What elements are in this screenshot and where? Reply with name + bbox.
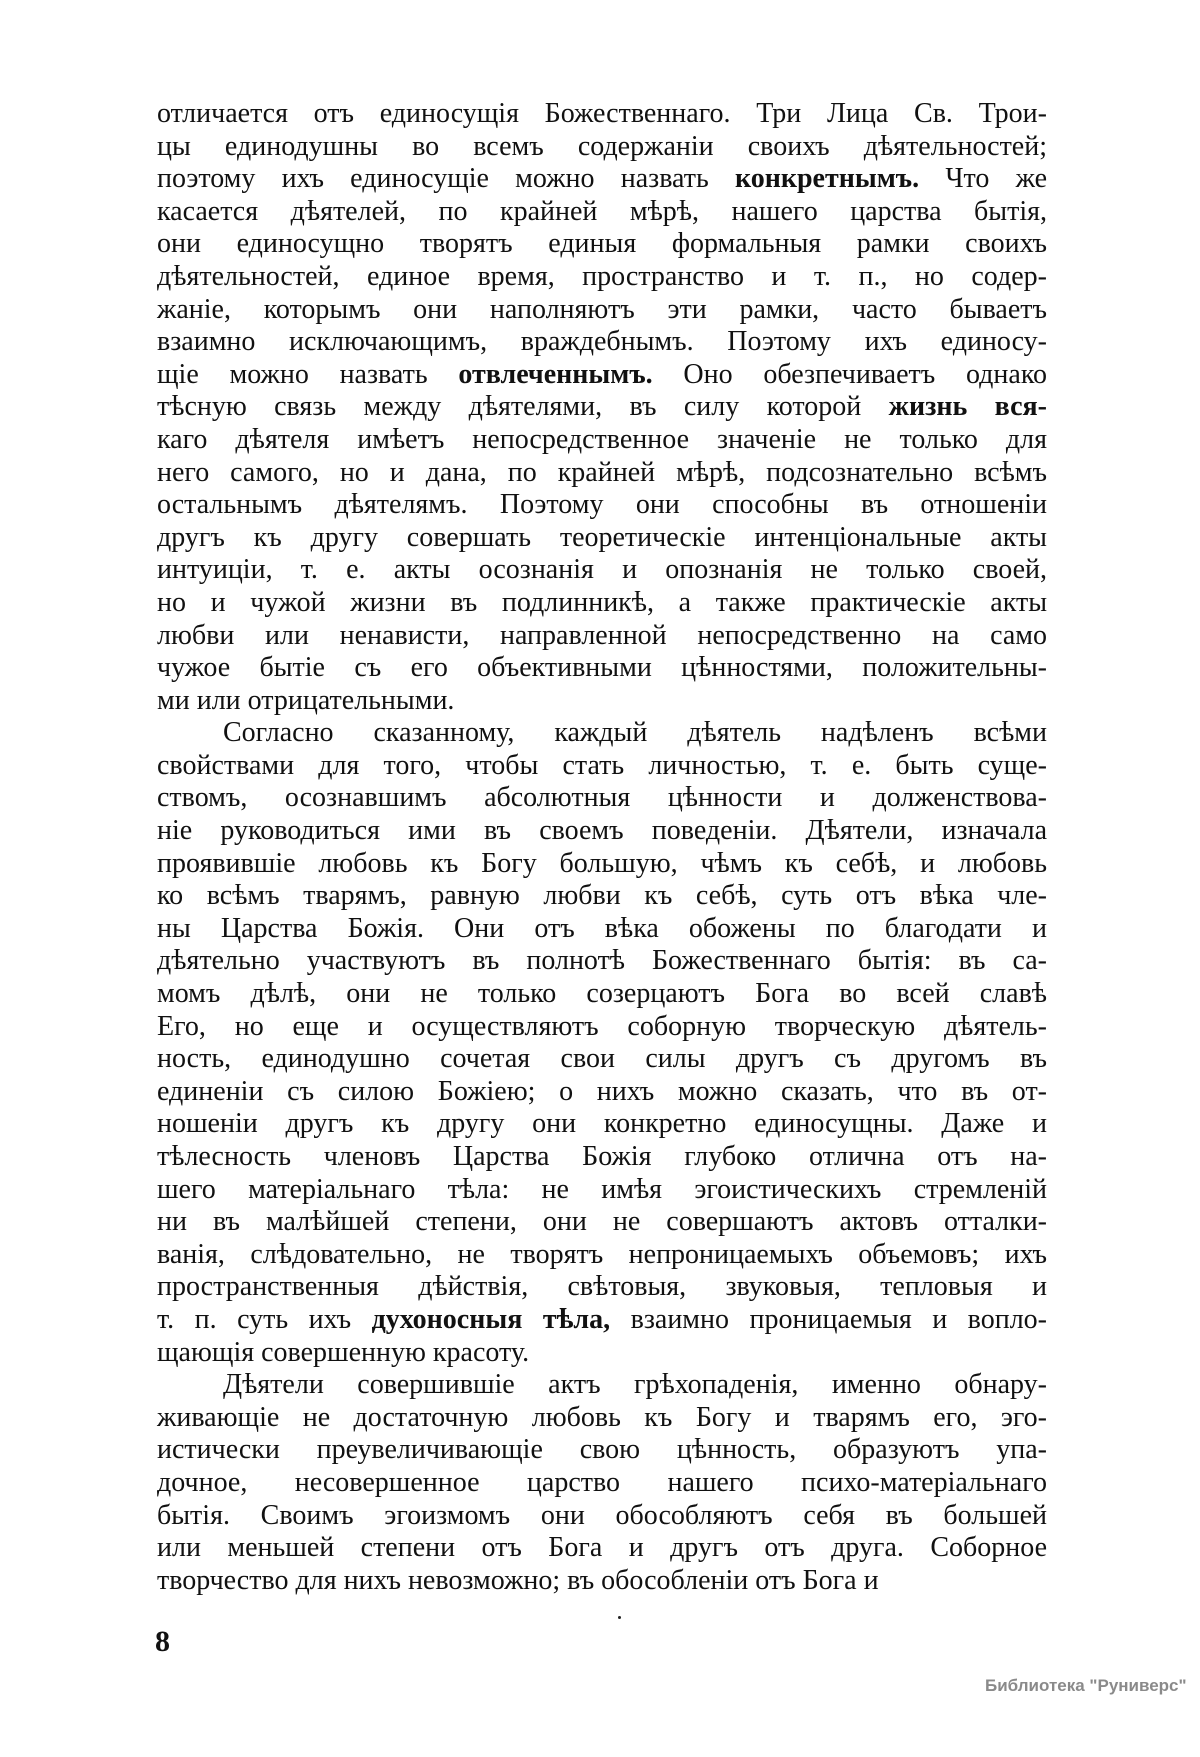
text-run: взаимно проницаемыя и вопло- xyxy=(610,1303,1047,1335)
text-line xyxy=(157,1369,1047,1402)
text-run: дѣятельностей, единое время, пространство и т. п., но содер- xyxy=(157,260,1047,292)
text-run: дѣятельно участвуютъ въ полнотѣ Божественнаго бытія: въ са- xyxy=(157,945,1047,977)
text-line xyxy=(157,1467,1047,1500)
text-line xyxy=(157,1337,1047,1370)
text-line xyxy=(157,815,1047,848)
text-run: него самого, но и дана, по крайней мѣрѣ, подсознательно всѣмъ xyxy=(157,456,1047,488)
text-run: ношеніи другъ къ другу они конкретно единосущны. Даже и xyxy=(157,1108,1047,1140)
text-line xyxy=(157,522,1047,555)
text-run: другъ къ другу совершать теоретическіе интенціональные акты xyxy=(157,521,1047,553)
text-run: интуиціи, т. е. акты осознанія и опознанія не только своей, xyxy=(157,554,1047,586)
text-line xyxy=(157,1271,1047,1304)
text-line xyxy=(157,1206,1047,1239)
text-run: или меньшей степени отъ Бога и другъ отъ друга. Соборное xyxy=(157,1532,1047,1564)
text-line xyxy=(157,1434,1047,1467)
text-run: жаніе, которымъ они наполняютъ эти рамки, часто бываетъ xyxy=(157,293,1047,325)
text-line xyxy=(157,750,1047,783)
text-line xyxy=(157,913,1047,946)
text-line xyxy=(157,1500,1047,1533)
text-run: бытія. Своимъ эгоизмомъ они обособляютъ себя въ большей xyxy=(157,1499,1047,1531)
text-run: поэтому ихъ единосущіе можно назвать xyxy=(157,163,735,195)
text-line xyxy=(157,782,1047,815)
text-run: ность, единодушно сочетая свои силы другъ съ другомъ въ xyxy=(157,1043,1047,1075)
text-line xyxy=(157,98,1047,131)
text-run: они единосущно творятъ единыя формальныя рамки своихъ xyxy=(157,228,1047,260)
print-speck xyxy=(618,1616,621,1619)
page-number: 8 xyxy=(155,1625,170,1658)
text-line xyxy=(157,1239,1047,1272)
text-run: т. п. суть ихъ xyxy=(157,1303,372,1335)
text-run: проявившіе любовь къ Богу большую, чѣмъ къ себѣ, и любовь xyxy=(157,847,1047,879)
text-run: свойствами для того, чтобы стать личностью, т. е. быть суще- xyxy=(157,749,1047,781)
text-line xyxy=(157,196,1047,229)
text-line xyxy=(157,945,1047,978)
text-line xyxy=(157,489,1047,522)
text-line xyxy=(157,1402,1047,1435)
text-line xyxy=(157,457,1047,490)
text-run: тѣлесность членовъ Царства Божія глубоко отлична отъ на- xyxy=(157,1141,1047,1172)
text-line xyxy=(157,326,1047,359)
text-line xyxy=(157,978,1047,1011)
text-line xyxy=(157,1304,1047,1337)
text-run: ны Царства Божія. Они отъ вѣка обожены по благодати и xyxy=(157,912,1047,944)
text-line xyxy=(157,294,1047,327)
text-run: чужое бытіе съ его объективными цѣнностями, положительны- xyxy=(157,652,1047,684)
text-run: Дѣятели совершившіе актъ грѣхопаденія, именно обнару- xyxy=(223,1369,1047,1401)
text-run: творчество для нихъ невозможно; въ обособленіи отъ Бога и xyxy=(157,1564,879,1596)
text-run: ванія, слѣдовательно, не творятъ непроницаемыхъ объемовъ; ихъ xyxy=(157,1238,1047,1270)
emphasized-term: духоносныя тѣла, xyxy=(371,1303,611,1335)
text-run: отличается отъ единосущія Божественнаго. Три Лица Св. Трои- xyxy=(157,98,1047,129)
text-line xyxy=(157,228,1047,261)
text-run: остальнымъ дѣятелямъ. Поэтому они способны въ отношеніи xyxy=(157,489,1047,521)
library-watermark: Библиотека "Руниверс" xyxy=(985,1676,1187,1695)
text-run: Согласно сказанному, каждый дѣятель надѣленъ всѣми xyxy=(223,717,1047,749)
text-line xyxy=(157,1565,1047,1598)
text-run: ни въ малѣйшей степени, они не совершаютъ актовъ отталки- xyxy=(157,1206,1047,1238)
text-line xyxy=(157,1011,1047,1044)
text-run: пространственныя дѣйствія, свѣтовыя, звуковыя, тепловыя и xyxy=(157,1271,1047,1303)
text-run: любви или ненависти, направленной непосредственно на само xyxy=(157,619,1047,651)
text-line xyxy=(157,1043,1047,1076)
text-line xyxy=(157,587,1047,620)
emphasized-term: конкретнымъ. xyxy=(734,163,920,195)
text-line xyxy=(157,391,1047,424)
text-run: щающія совершенную красоту. xyxy=(157,1336,530,1368)
text-line xyxy=(157,620,1047,653)
text-run: тѣсную связь между дѣятелями, въ силу которой xyxy=(157,391,889,423)
text-line xyxy=(157,261,1047,294)
text-line xyxy=(157,1076,1047,1109)
text-run: ми или отрицательными. xyxy=(157,684,455,716)
text-run: но и чужой жизни въ подлинникѣ, а также практическіе акты xyxy=(157,586,1047,618)
text-run: ствомъ, осознавшимъ абсолютныя цѣнности и долженствова- xyxy=(157,782,1047,814)
text-run: ко всѣмъ тварямъ, равную любви къ себѣ, суть отъ вѣка чле- xyxy=(157,880,1047,912)
text-run: Оно обезпечиваетъ однако xyxy=(652,358,1047,390)
text-run: каго дѣятеля имѣетъ непосредственное значеніе не только для xyxy=(157,423,1047,455)
text-line xyxy=(157,652,1047,685)
text-run: живающіе не достаточную любовь къ Богу и тварямъ его, эго- xyxy=(157,1401,1047,1433)
body-text xyxy=(157,98,1047,1597)
emphasized-term: отвлеченнымъ. xyxy=(458,358,653,390)
text-run: Его, но еще и осуществляютъ соборную творческую дѣятель- xyxy=(157,1010,1047,1042)
text-line xyxy=(157,880,1047,913)
text-line xyxy=(157,1108,1047,1141)
text-run: момъ дѣлѣ, они не только созерцаютъ Бога во всей славѣ xyxy=(157,978,1047,1010)
text-line xyxy=(157,848,1047,881)
text-line xyxy=(157,163,1047,196)
text-line xyxy=(157,685,1047,718)
text-run: ніе руководиться ими въ своемъ поведеніи. Дѣятели, изначала xyxy=(157,815,1047,847)
text-run: щіе можно назвать xyxy=(157,358,459,390)
text-run: взаимно исключающимъ, враждебнымъ. Поэтому ихъ единосу- xyxy=(157,326,1047,358)
text-line xyxy=(157,1532,1047,1565)
text-run: Что же xyxy=(919,163,1047,195)
text-run: истически преувеличивающіе свою цѣнность, образуютъ упа- xyxy=(157,1434,1047,1466)
text-run: касается дѣятелей, по крайней мѣрѣ, нашего царства бытія, xyxy=(157,195,1047,227)
text-line xyxy=(157,554,1047,587)
text-run: цы единодушны во всемъ содержаніи своихъ дѣятельностей; xyxy=(157,130,1047,162)
text-line xyxy=(157,424,1047,457)
emphasized-term: жизнь вся- xyxy=(888,391,1047,423)
text-line xyxy=(157,1174,1047,1207)
text-line xyxy=(157,717,1047,750)
text-run: единеніи съ силою Божіею; о нихъ можно сказать, что въ от- xyxy=(157,1075,1047,1107)
text-line xyxy=(157,1141,1047,1174)
text-run: шего матеріальнаго тѣла: не имѣя эгоистическихъ стремленій xyxy=(157,1173,1047,1205)
text-run: дочное, несовершенное царство нашего психо-матеріальнаго xyxy=(157,1466,1047,1498)
text-line xyxy=(157,359,1047,392)
text-line xyxy=(157,131,1047,164)
